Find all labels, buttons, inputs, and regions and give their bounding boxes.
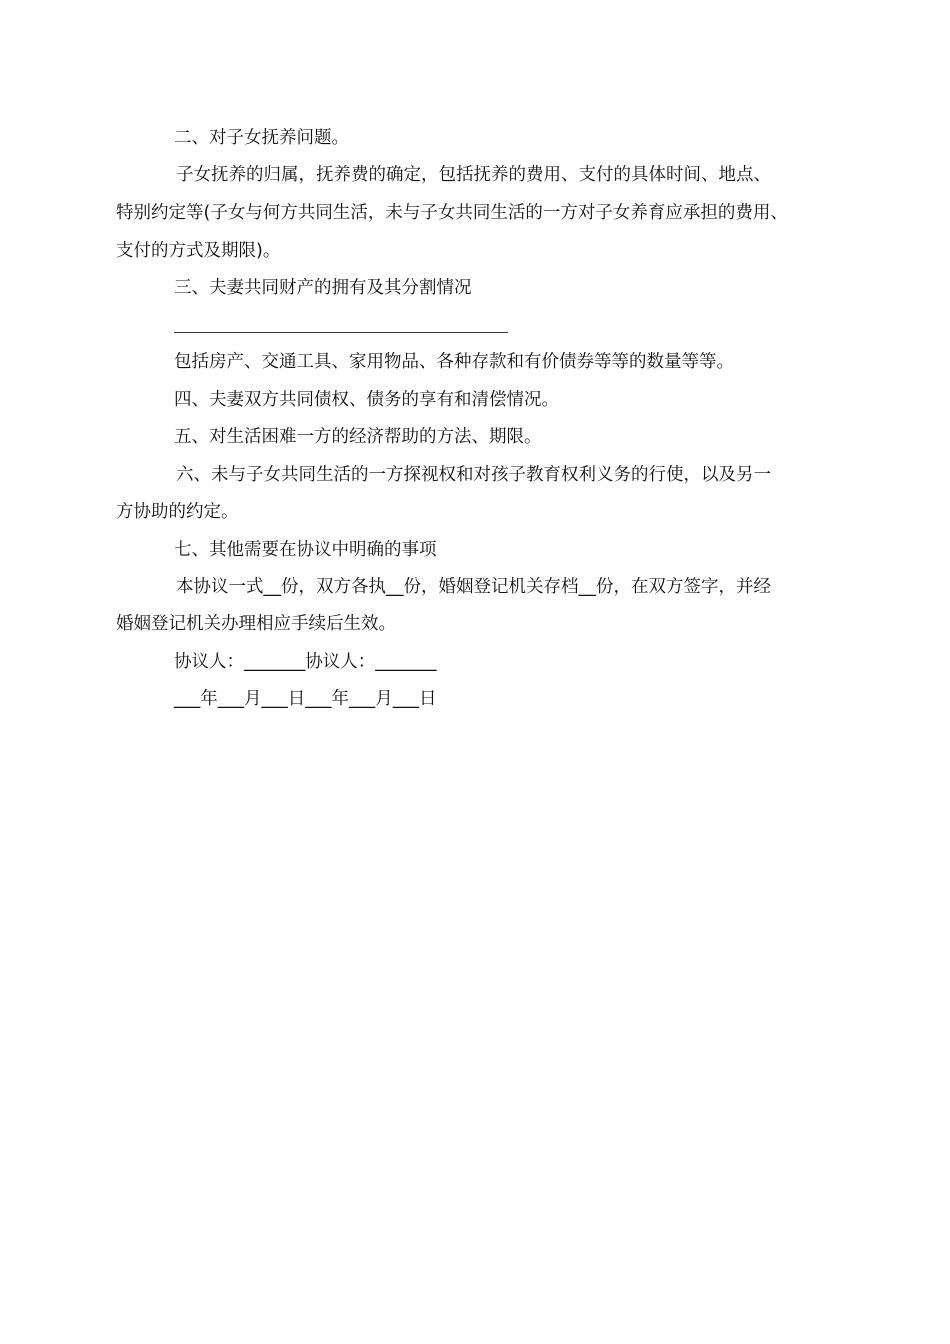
fill-in-blank-line bbox=[174, 332, 508, 333]
paragraph-line: 婚姻登记机关办理相应手续后生效。 bbox=[116, 614, 396, 634]
section-6-heading: 六、未与子女共同生活的一方探视权和对孩子教育权利义务的行使，以及另一 bbox=[176, 465, 771, 485]
signature-line: 协议人：_______协议人：_______ bbox=[174, 652, 437, 672]
section-4-heading: 四、夫妻双方共同债权、债务的享有和清偿情况。 bbox=[174, 390, 559, 410]
section-7-heading: 七、其他需要在协议中明确的事项 bbox=[174, 540, 437, 560]
paragraph-line: 本协议一式__份，双方各执__份，婚姻登记机关存档__份，在双方签字，并经 bbox=[176, 577, 771, 597]
paragraph-line: 特别约定等(子女与何方共同生活，未与子女共同生活的一方对子女养育应承担的费用、 bbox=[116, 203, 788, 223]
date-line: ___年___月___日___年___月___日 bbox=[174, 689, 437, 709]
section-2-heading: 二、对子女抚养问题。 bbox=[174, 128, 349, 148]
paragraph-line: 支付的方式及期限)。 bbox=[116, 241, 281, 261]
paragraph-line: 包括房产、交通工具、家用物品、各种存款和有价债券等等的数量等等。 bbox=[174, 352, 734, 372]
section-5-heading: 五、对生活困难一方的经济帮助的方法、期限。 bbox=[174, 427, 542, 447]
paragraph-line: 子女抚养的归属，抚养费的确定，包括抚养的费用、支付的具体时间、地点、 bbox=[176, 165, 771, 185]
paragraph-line: 方协助的约定。 bbox=[116, 502, 239, 522]
section-3-heading: 三、夫妻共同财产的拥有及其分割情况 bbox=[174, 278, 472, 298]
